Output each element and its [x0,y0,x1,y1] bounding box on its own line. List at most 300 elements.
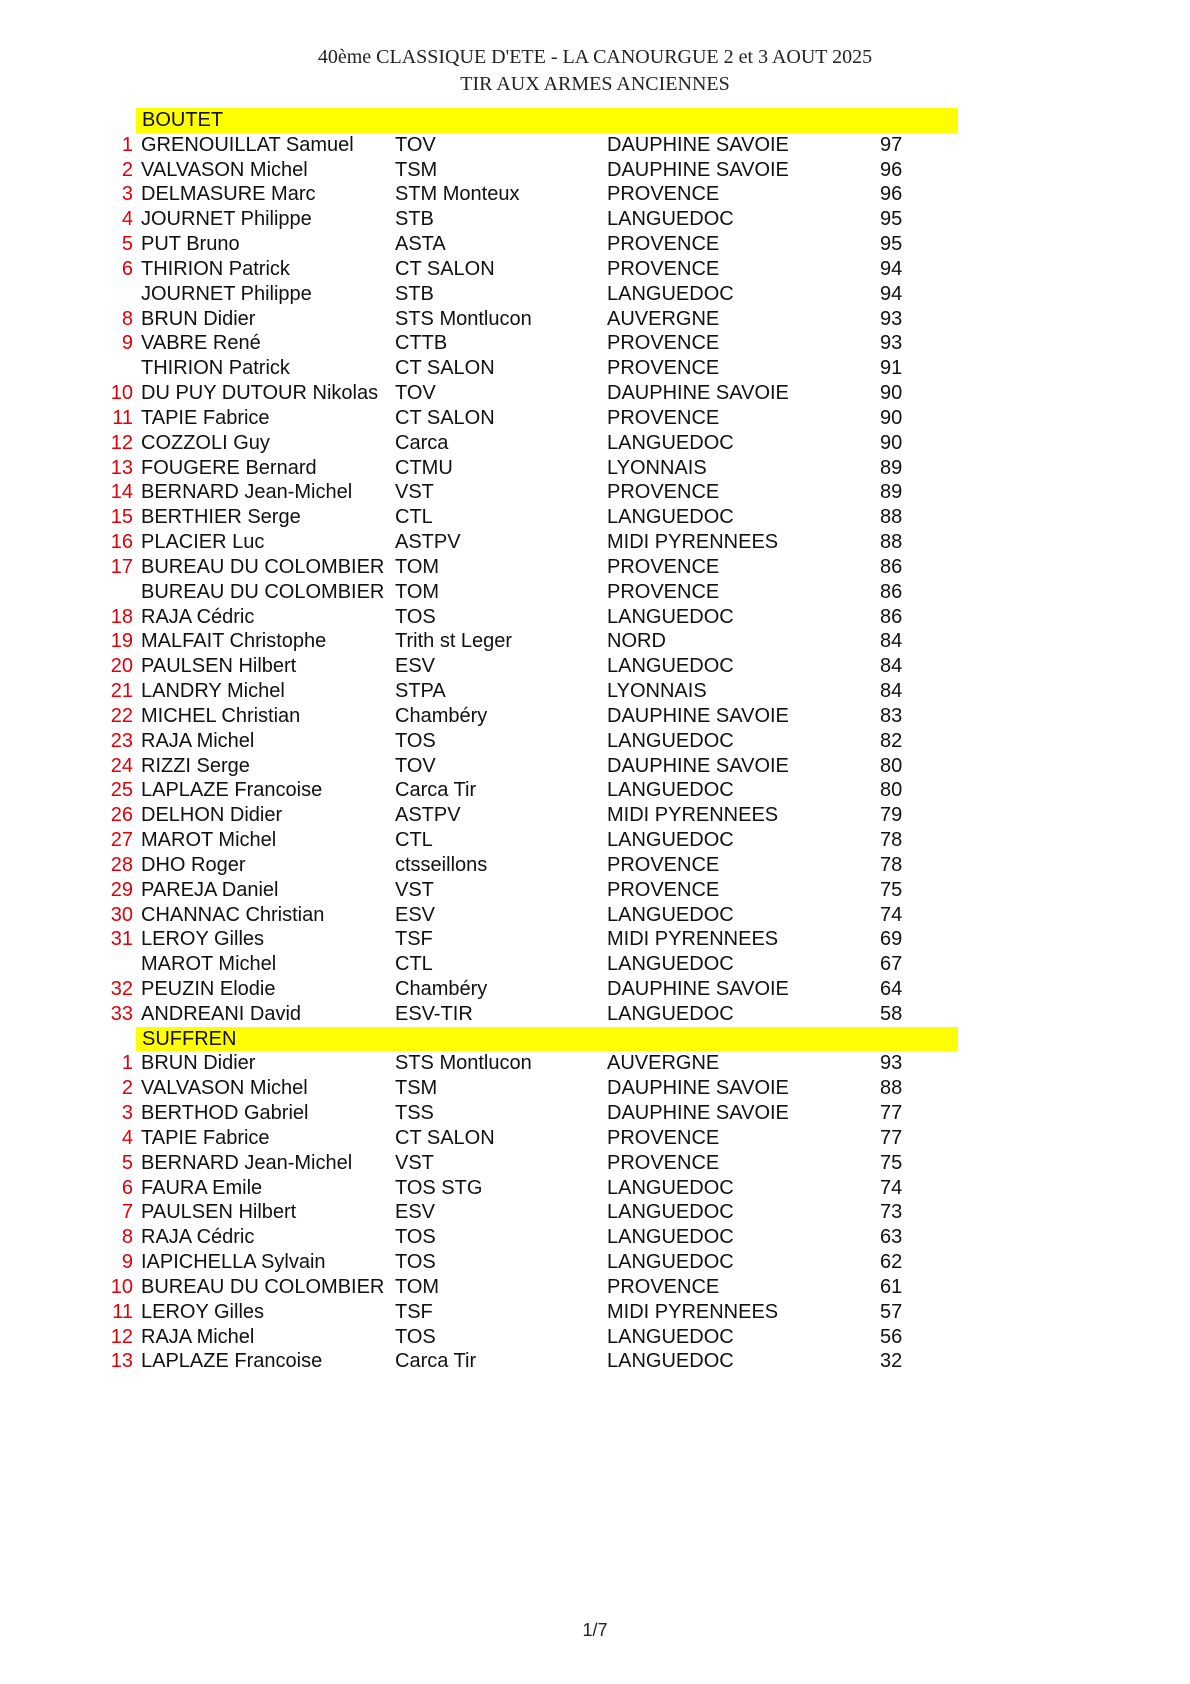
page-subtitle: TIR AUX ARMES ANCIENNES [460,73,730,95]
table-row [0,257,1190,282]
score-cell: 63 [880,1226,903,1249]
rank-cell: 2 [121,158,133,181]
table-row [0,679,1190,704]
club-cell: VST [395,1151,434,1174]
name-cell: DU PUY DUTOUR Nikolas [141,382,379,405]
club-cell: TOS [395,729,436,752]
name-cell: DELHON Didier [141,804,283,827]
club-cell: CTTB [395,332,448,355]
club-cell: TSM [395,158,438,181]
name-cell: FOUGERE Bernard [141,456,317,479]
score-cell: 61 [880,1275,903,1298]
name-cell: BUREAU DU COLOMBIER [141,1275,385,1298]
score-cell: 75 [880,878,903,901]
region-cell: AUVERGNE [607,307,720,330]
rank-cell: 8 [121,307,133,330]
region-cell: DAUPHINE SAVOIE [607,754,789,777]
region-cell: LANGUEDOC [607,1325,734,1348]
region-cell: PROVENCE [607,1151,720,1174]
section-header [0,108,1190,133]
rank-cell: 27 [110,829,133,852]
region-cell: LANGUEDOC [607,605,734,628]
table-row [0,927,1190,952]
rank-cell: 25 [110,779,133,802]
club-cell: CTL [395,506,433,529]
club-cell: STPA [395,680,446,703]
score-cell: 96 [880,183,903,206]
rank-cell: 33 [110,1002,133,1025]
score-cell: 94 [880,282,903,305]
score-cell: 91 [880,357,903,380]
name-cell: RAJA Michel [141,1325,255,1348]
name-cell: FAURA Emile [141,1176,263,1199]
club-cell: Chambéry [395,977,488,1000]
rank-cell: 16 [110,531,133,554]
region-cell: MIDI PYRENNEES [607,531,779,554]
region-cell: LANGUEDOC [607,431,734,454]
club-cell: Trith st Leger [395,630,513,653]
club-cell: TOV [395,754,436,777]
name-cell: MAROT Michel [141,953,277,976]
region-cell: DAUPHINE SAVOIE [607,133,789,156]
name-cell: TAPIE Fabrice [141,406,270,429]
name-cell: LEROY Gilles [141,928,265,951]
rank-cell: 29 [110,878,133,901]
region-cell: MIDI PYRENNEES [607,928,779,951]
region-cell: LANGUEDOC [607,208,734,231]
page-number: 1/7 [582,1620,608,1640]
rank-cell: 12 [110,1325,133,1348]
club-cell: TSF [395,928,433,951]
score-cell: 82 [880,729,903,752]
club-cell: VST [395,481,434,504]
table-row [0,580,1190,605]
region-cell: PROVENCE [607,580,720,603]
table-row [0,406,1190,431]
region-cell: LANGUEDOC [607,282,734,305]
table-row [0,778,1190,803]
score-cell: 88 [880,1077,903,1100]
rank-cell: 22 [110,704,133,727]
rank-cell: 4 [121,1126,133,1149]
table-row [0,1101,1190,1126]
region-cell: MIDI PYRENNEES [607,1300,779,1323]
table-row [0,530,1190,555]
table-row [0,1126,1190,1151]
region-cell: DAUPHINE SAVOIE [607,1077,789,1100]
name-cell: MAROT Michel [141,829,277,852]
club-cell: ctsseillons [395,853,488,876]
club-cell: TOM [395,555,440,578]
name-cell: LEROY Gilles [141,1300,265,1323]
rank-cell: 5 [121,1151,133,1174]
name-cell: MICHEL Christian [141,704,301,727]
rank-cell: 15 [110,506,133,529]
club-cell: CTL [395,829,433,852]
club-cell: CT SALON [395,257,495,280]
table-row [0,1151,1190,1176]
name-cell: CHANNAC Christian [141,903,325,926]
score-cell: 83 [880,704,903,727]
name-cell: PUT Bruno [141,233,240,256]
table-row [0,878,1190,903]
name-cell: PEUZIN Elodie [141,977,276,1000]
club-cell: Carca [395,431,449,454]
name-cell: BRUN Didier [141,1052,256,1075]
club-cell: STB [395,208,434,231]
club-cell: ESV [395,903,436,926]
section-header [0,1027,1190,1052]
table-row [0,431,1190,456]
club-cell: Chambéry [395,704,488,727]
table-row [0,456,1190,481]
region-cell: LANGUEDOC [607,903,734,926]
score-cell: 74 [880,1176,903,1199]
table-row [0,1176,1190,1201]
rank-cell: 10 [110,382,133,405]
club-cell: Carca Tir [395,779,477,802]
region-cell: LYONNAIS [607,680,707,703]
region-cell: AUVERGNE [607,1052,720,1075]
rank-cell: 9 [121,332,133,355]
score-cell: 90 [880,406,903,429]
club-cell: TOM [395,580,440,603]
region-cell: LANGUEDOC [607,953,734,976]
table-row [0,1225,1190,1250]
table-row [0,381,1190,406]
region-cell: PROVENCE [607,257,720,280]
section-title: BOUTET [142,109,224,131]
rank-cell: 7 [121,1201,133,1224]
score-cell: 95 [880,208,903,231]
section-highlight [136,1027,958,1052]
table-row [0,977,1190,1002]
region-cell: MIDI PYRENNEES [607,804,779,827]
table-row [0,555,1190,580]
table-row [0,1250,1190,1275]
name-cell: DELMASURE Marc [141,183,316,206]
rank-cell: 20 [110,655,133,678]
name-cell: RAJA Cédric [141,1226,255,1249]
region-cell: LYONNAIS [607,456,707,479]
region-cell: PROVENCE [607,357,720,380]
score-cell: 97 [880,133,903,156]
table-row [0,853,1190,878]
region-cell: LANGUEDOC [607,1251,734,1274]
region-cell: LANGUEDOC [607,1002,734,1025]
score-cell: 88 [880,506,903,529]
score-cell: 80 [880,779,903,802]
score-cell: 93 [880,307,903,330]
region-cell: DAUPHINE SAVOIE [607,704,789,727]
rank-cell: 32 [110,977,133,1000]
table-row [0,331,1190,356]
name-cell: THIRION Patrick [141,357,290,380]
region-cell: PROVENCE [607,481,720,504]
name-cell: DHO Roger [141,853,246,876]
score-cell: 77 [880,1126,903,1149]
table-row [0,1275,1190,1300]
score-cell: 78 [880,829,903,852]
rank-cell: 8 [121,1226,133,1249]
name-cell: RAJA Michel [141,729,255,752]
score-cell: 90 [880,431,903,454]
rank-cell: 26 [110,804,133,827]
table-row [0,1051,1190,1076]
region-cell: PROVENCE [607,406,720,429]
table-row [0,704,1190,729]
name-cell: GRENOUILLAT Samuel [141,133,354,156]
rank-cell: 12 [110,431,133,454]
table-row [0,1349,1190,1374]
name-cell: BERNARD Jean-Michel [141,1151,353,1174]
results-table [0,108,1190,1374]
score-cell: 88 [880,531,903,554]
club-cell: ESV [395,1201,436,1224]
region-cell: DAUPHINE SAVOIE [607,977,789,1000]
region-cell: PROVENCE [607,332,720,355]
rank-cell: 6 [121,1176,133,1199]
score-cell: 90 [880,382,903,405]
name-cell: BERTHOD Gabriel [141,1102,309,1125]
region-cell: LANGUEDOC [607,1350,734,1373]
club-cell: TSS [395,1102,434,1125]
rank-cell: 4 [121,208,133,231]
score-cell: 67 [880,953,903,976]
club-cell: ASTPV [395,531,461,554]
region-cell: PROVENCE [607,1126,720,1149]
club-cell: TOM [395,1275,440,1298]
rank-cell: 6 [121,257,133,280]
score-cell: 73 [880,1201,903,1224]
club-cell: Carca Tir [395,1350,477,1373]
club-cell: CT SALON [395,357,495,380]
rank-cell: 23 [110,729,133,752]
table-row [0,232,1190,257]
club-cell: ESV-TIR [395,1002,473,1025]
table-row [0,1002,1190,1027]
club-cell: TSM [395,1077,438,1100]
name-cell: PAULSEN Hilbert [141,655,297,678]
club-cell: VST [395,878,434,901]
table-row [0,1076,1190,1101]
region-cell: DAUPHINE SAVOIE [607,158,789,181]
club-cell: CTMU [395,456,453,479]
region-cell: LANGUEDOC [607,1176,734,1199]
club-cell: STM Monteux [395,183,520,206]
score-cell: 56 [880,1325,903,1348]
page-title: 40ème CLASSIQUE D'ETE - LA CANOURGUE 2 et 3 AOUT 2025 [317,46,873,68]
region-cell: PROVENCE [607,1275,720,1298]
name-cell: RAJA Cédric [141,605,255,628]
club-cell: TOS STG [395,1176,483,1199]
table-row [0,729,1190,754]
club-cell: TOS [395,1251,436,1274]
name-cell: PAULSEN Hilbert [141,1201,297,1224]
region-cell: LANGUEDOC [607,506,734,529]
club-cell: ASTA [395,233,446,256]
score-cell: 96 [880,158,903,181]
table-row [0,754,1190,779]
name-cell: PLACIER Luc [141,531,265,554]
score-cell: 75 [880,1151,903,1174]
table-row [0,158,1190,183]
score-cell: 77 [880,1102,903,1125]
region-cell: DAUPHINE SAVOIE [607,382,789,405]
club-cell: CT SALON [395,406,495,429]
club-cell: STS Montlucon [395,307,532,330]
rank-cell: 21 [110,680,133,703]
table-row [0,1200,1190,1225]
rank-cell: 10 [110,1275,133,1298]
score-cell: 69 [880,928,903,951]
name-cell: LANDRY Michel [141,680,285,703]
score-cell: 84 [880,655,903,678]
club-cell: STS Montlucon [395,1052,532,1075]
name-cell: TAPIE Fabrice [141,1126,270,1149]
club-cell: ASTPV [395,804,461,827]
score-cell: 74 [880,903,903,926]
table-row [0,282,1190,307]
region-cell: NORD [607,630,666,653]
region-cell: LANGUEDOC [607,729,734,752]
club-cell: TOV [395,133,436,156]
rank-cell: 2 [121,1077,133,1100]
score-cell: 94 [880,257,903,280]
name-cell: BERNARD Jean-Michel [141,481,353,504]
name-cell: COZZOLI Guy [141,431,270,454]
table-row [0,1325,1190,1350]
score-cell: 93 [880,1052,903,1075]
name-cell: LAPLAZE Francoise [141,1350,323,1373]
name-cell: IAPICHELLA Sylvain [141,1251,326,1274]
club-cell: CT SALON [395,1126,495,1149]
score-cell: 86 [880,555,903,578]
name-cell: LAPLAZE Francoise [141,779,323,802]
score-cell: 93 [880,332,903,355]
rank-cell: 1 [121,1052,133,1075]
section-title: SUFFREN [142,1027,237,1050]
rank-cell: 24 [110,754,133,777]
name-cell: JOURNET Philippe [141,282,312,305]
club-cell: TSF [395,1300,433,1323]
table-row [0,307,1190,332]
table-row [0,182,1190,207]
rank-cell: 3 [121,183,133,206]
region-cell: DAUPHINE SAVOIE [607,1102,789,1125]
rank-cell: 17 [110,555,133,578]
club-cell: TOS [395,605,436,628]
name-cell: BUREAU DU COLOMBIER [141,580,385,603]
region-cell: PROVENCE [607,183,720,206]
score-cell: 89 [880,481,903,504]
score-cell: 86 [880,580,903,603]
name-cell: BERTHIER Serge [141,506,301,529]
table-row [0,480,1190,505]
region-cell: LANGUEDOC [607,779,734,802]
rank-cell: 11 [112,406,133,429]
name-cell: VALVASON Michel [141,158,308,181]
score-cell: 86 [880,605,903,628]
rank-cell: 5 [121,233,133,256]
name-cell: THIRION Patrick [141,257,290,280]
rank-cell: 11 [112,1300,133,1323]
table-row [0,803,1190,828]
club-cell: TOV [395,382,436,405]
table-row [0,952,1190,977]
table-row [0,654,1190,679]
region-cell: PROVENCE [607,853,720,876]
score-cell: 80 [880,754,903,777]
rank-cell: 13 [110,1350,133,1373]
region-cell: LANGUEDOC [607,1201,734,1224]
rank-cell: 9 [121,1251,133,1274]
rank-cell: 19 [110,630,133,653]
section-highlight [136,108,958,133]
score-cell: 58 [880,1002,903,1025]
region-cell: PROVENCE [607,555,720,578]
score-cell: 64 [880,977,903,1000]
table-row [0,629,1190,654]
name-cell: VABRE René [141,332,261,355]
table-row [0,356,1190,381]
rank-cell: 28 [110,853,133,876]
club-cell: ESV [395,655,436,678]
name-cell: BUREAU DU COLOMBIER [141,555,385,578]
table-row [0,605,1190,630]
rank-cell: 18 [110,605,133,628]
table-row [0,207,1190,232]
table-row [0,903,1190,928]
score-cell: 78 [880,853,903,876]
region-cell: LANGUEDOC [607,829,734,852]
name-cell: ANDREANI David [141,1002,302,1025]
score-cell: 79 [880,804,903,827]
name-cell: BRUN Didier [141,307,256,330]
name-cell: JOURNET Philippe [141,208,312,231]
rank-cell: 31 [110,928,133,951]
table-row [0,1300,1190,1325]
region-cell: LANGUEDOC [607,1226,734,1249]
name-cell: VALVASON Michel [141,1077,308,1100]
rank-cell: 3 [121,1102,133,1125]
name-cell: MALFAIT Christophe [141,630,327,653]
region-cell: LANGUEDOC [607,655,734,678]
score-cell: 89 [880,456,903,479]
club-cell: STB [395,282,434,305]
region-cell: PROVENCE [607,233,720,256]
rank-cell: 1 [121,133,133,156]
score-cell: 62 [880,1251,903,1274]
score-cell: 32 [880,1350,903,1373]
table-row [0,505,1190,530]
table-row [0,828,1190,853]
score-cell: 84 [880,630,903,653]
club-cell: CTL [395,953,433,976]
club-cell: TOS [395,1226,436,1249]
rank-cell: 14 [110,481,133,504]
table-row [0,133,1190,158]
score-cell: 84 [880,680,903,703]
rank-cell: 30 [110,903,133,926]
score-cell: 57 [880,1300,903,1323]
region-cell: PROVENCE [607,878,720,901]
name-cell: RIZZI Serge [141,754,250,777]
rank-cell: 13 [110,456,133,479]
name-cell: PAREJA Daniel [141,878,279,901]
score-cell: 95 [880,233,903,256]
club-cell: TOS [395,1325,436,1348]
